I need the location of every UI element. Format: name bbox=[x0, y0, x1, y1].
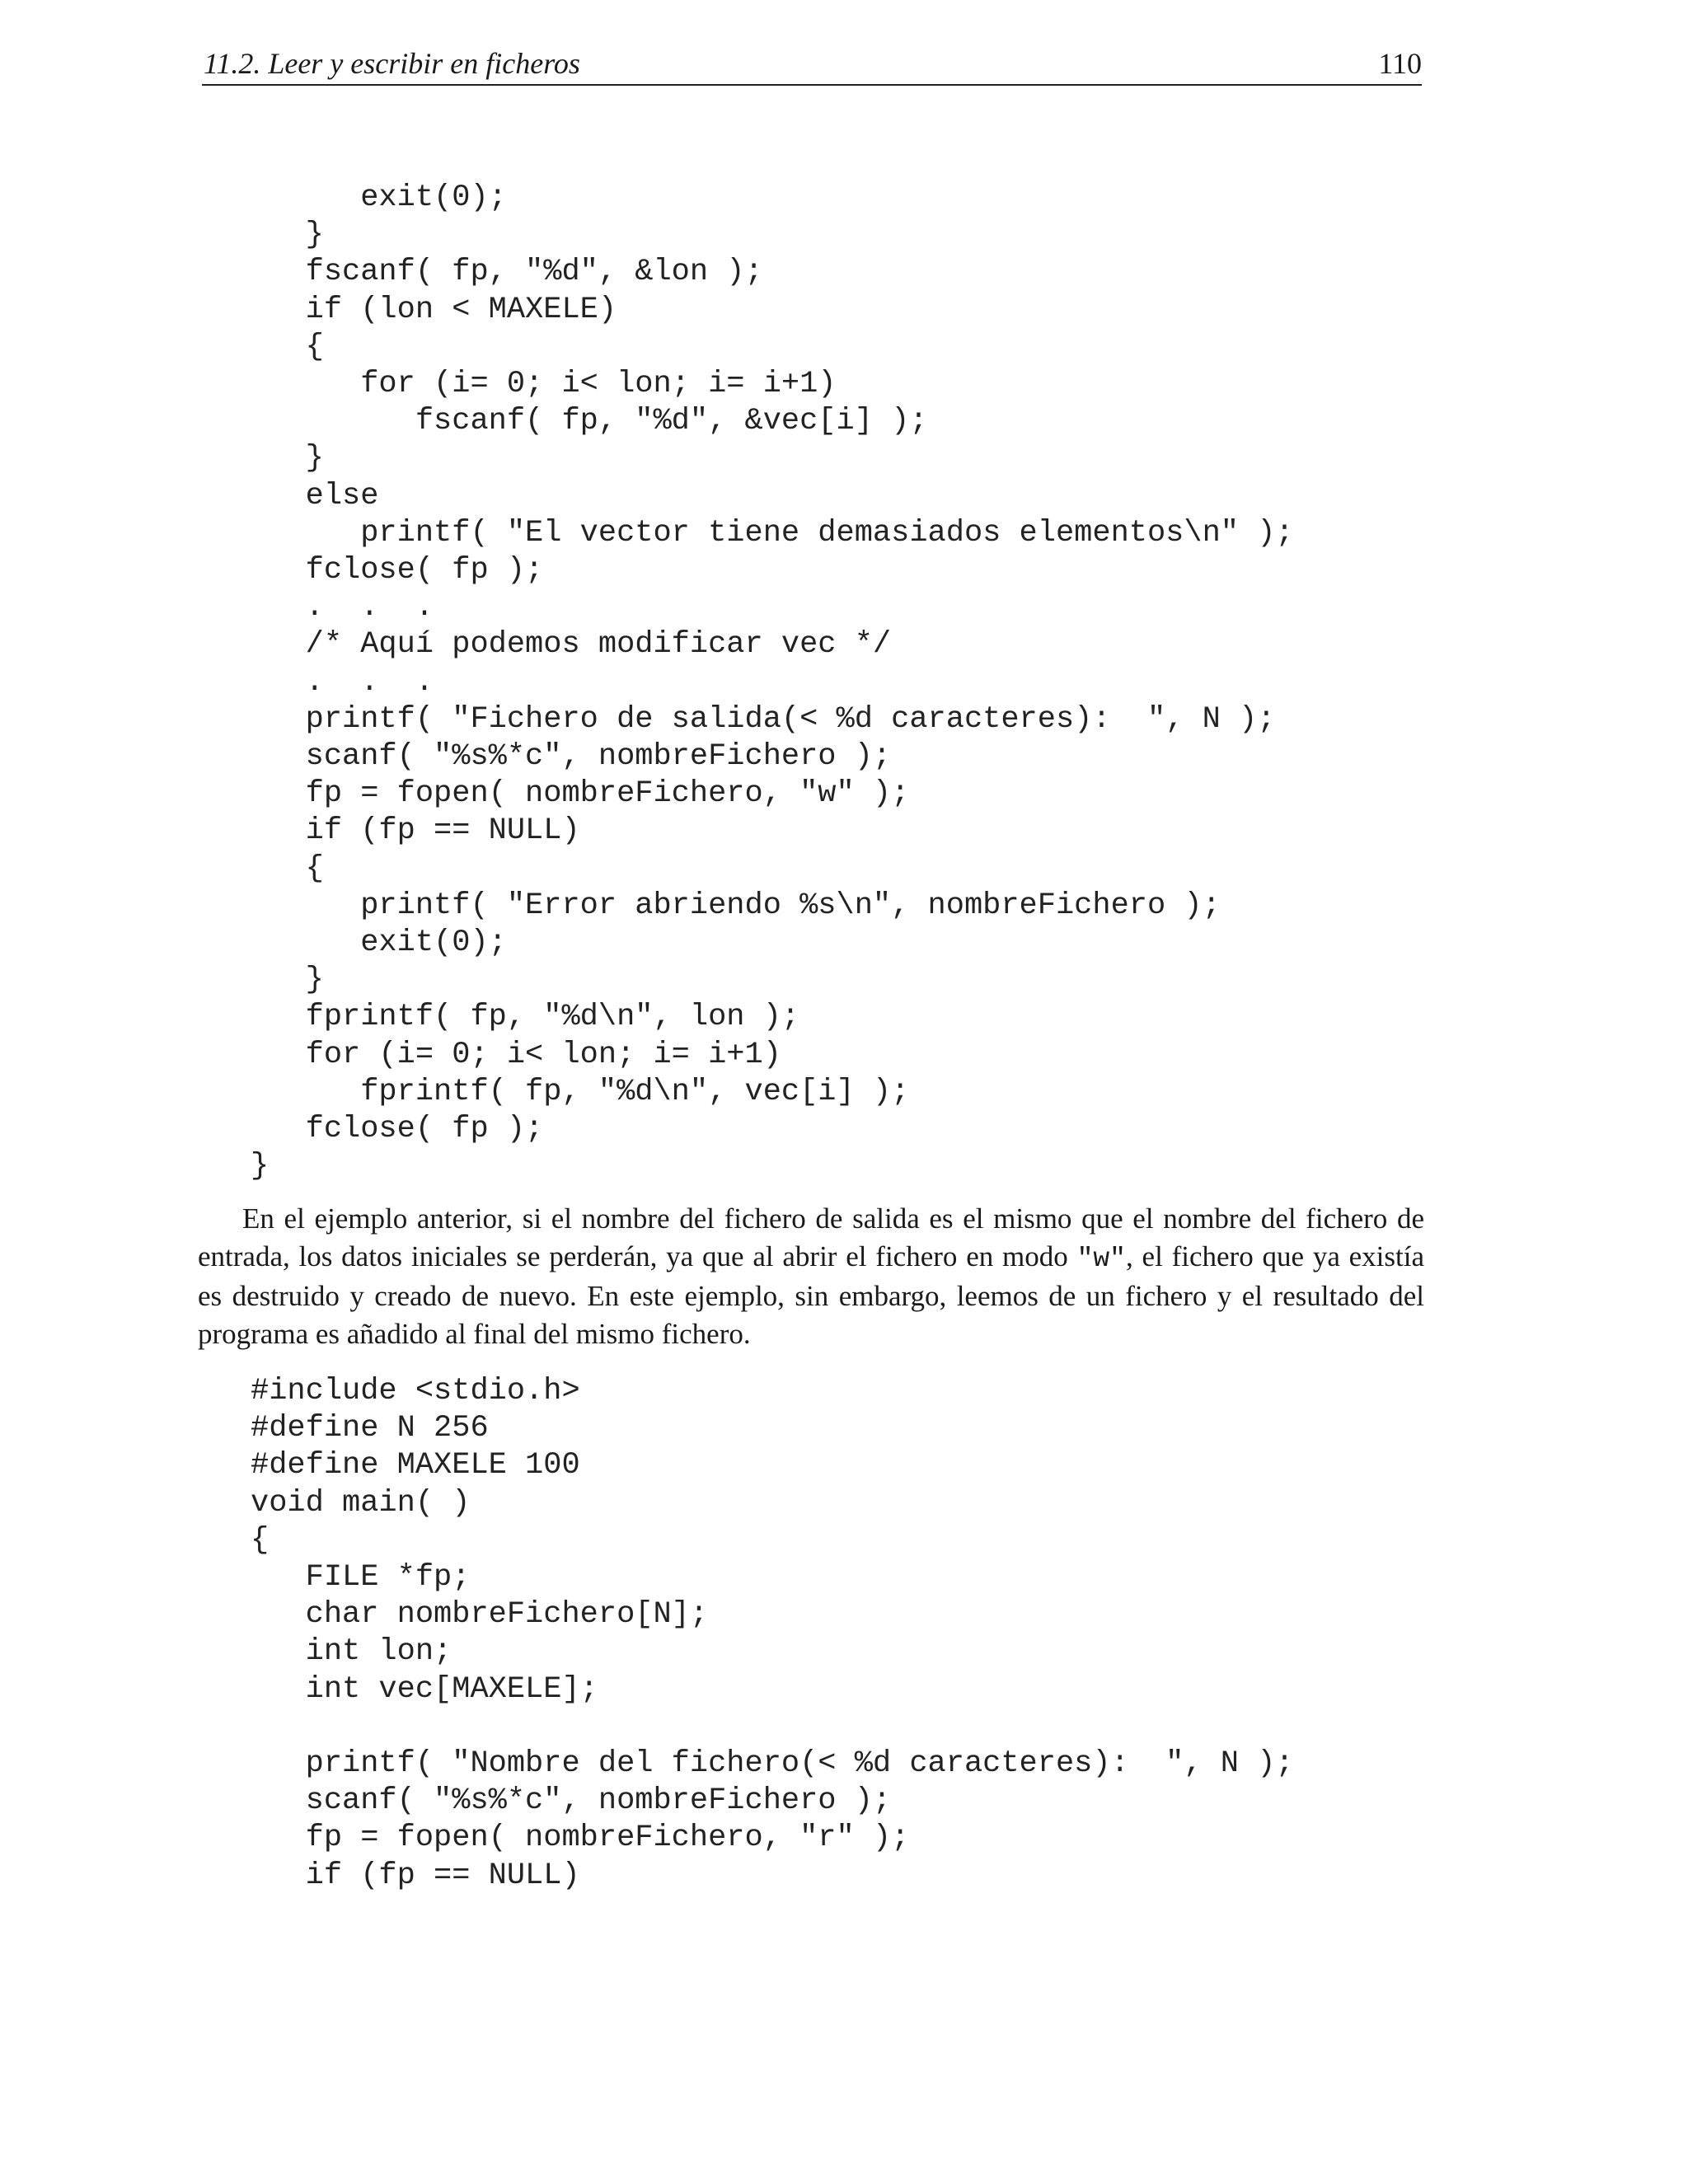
body-paragraph bbox=[198, 1200, 1424, 1352]
section-title: 11.2. Leer y escribir en ficheros bbox=[204, 47, 580, 80]
inline-code-mode: "w" bbox=[1076, 1243, 1126, 1274]
paragraph-line: programa es añadido al final del mismo fichero. bbox=[198, 1317, 751, 1350]
paragraph-line: En el ejemplo anterior, si el nombre del fichero de salida es el mismo que el nombre del fichero de bbox=[242, 1202, 1424, 1235]
running-header bbox=[202, 46, 1422, 86]
page-number: 110 bbox=[1378, 47, 1422, 80]
code-listing-second: #include <stdio.h> #define N 256 #define MAXELE 100 void main( ) { FILE *fp; char nombreFichero[N]; int lon; int vec[MAXELE]; printf( "Nombre del fichero(< %d caracteres): ", N ); scanf( "%s%*c", nombreFichero ); fp = fopen( nombreFichero, "r" ); if (fp == NULL) bbox=[251, 1374, 1294, 1893]
paragraph-line: es destruido y creado de nuevo. En este ejemplo, sin embargo, leemos de un fichero y el resultado del bbox=[198, 1280, 1424, 1312]
paragraph-line: entrada, los datos iniciales se perderán, ya que al abrir el fichero en modo "w", el fichero que ya existía bbox=[198, 1240, 1425, 1274]
code-listing-continued: exit(0); } fscanf( fp, "%d", &lon ); if (lon < MAXELE) { for (i= 0; i< lon; i= i+1) fscanf( fp, "%d", &vec[i] ); } else printf( "El vector tiene demasiados elementos\n" ); fclose( fp ); . . . /* Aquí podemos modificar vec */ . . . printf( "Fichero de salida(< %d caracteres): ", N ); scanf( "%s%*c", nombreFichero ); fp = fopen( nombreFichero, "w" ); if (fp == NULL) { printf( "Error abriendo %s\n", nombreFichero ); exit(0); } fprintf( fp, "%d\n", lon ); for (i= 0; i< lon; i= i+1) fprintf( fp, "%d\n", vec[i] ); fclose( fp ); } bbox=[251, 180, 1294, 1184]
